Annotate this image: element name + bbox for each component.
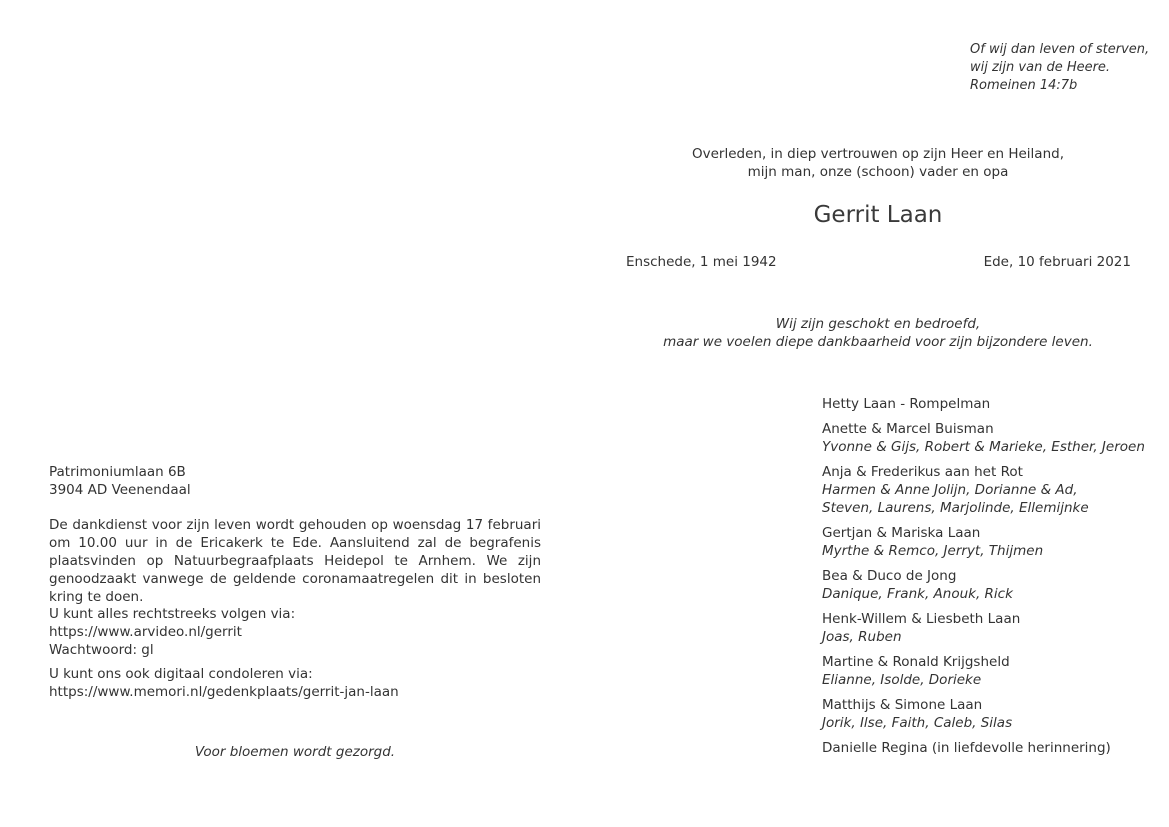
couple-name: Bea & Duco de Jong [822, 568, 957, 584]
remembrance-name: Danielle Regina (in liefdevolle herinnering) [822, 740, 1111, 756]
bible-verse [970, 41, 1149, 95]
death-place-date: Ede, 10 februari 2021 [983, 254, 1131, 270]
stream-password: Wachtwoord: gl [49, 642, 154, 658]
grandchildren: Jorik, Ilse, Faith, Caleb, Silas [822, 715, 1013, 731]
family-group [822, 463, 1145, 517]
stream-link[interactable]: https://www.arvideo.nl/gerrit [49, 624, 242, 640]
family-group [822, 696, 1145, 732]
stream-intro: U kunt alles rechtstreeks volgen via: [49, 606, 296, 622]
family-group [822, 653, 1145, 689]
grandchildren: Steven, Laurens, Marjolinde, Ellemijnke [822, 500, 1089, 516]
service-details: De dankdienst voor zijn leven wordt gehouden op woensdag 17 februari om 10.00 uur in de Ericakerk te Ede. Aansluitend zal de begrafenis plaatsvinden op Natuurbegraafplaats Heidepol te Arnhem. We zijn genoodzaakt vanwege de geldende coronamaatregelen dit in besloten kring te doen. [49, 517, 541, 605]
couple-name: Henk-Willem & Liesbeth Laan [822, 611, 1021, 627]
address-city: 3904 AD Veenendaal [49, 482, 191, 498]
message-line: Wij zijn geschokt en bedroefd, [775, 316, 981, 332]
condolence-link[interactable]: https://www.memori.nl/gedenkplaats/gerrit-jan-laan [49, 684, 399, 700]
deceased-name: Gerrit Laan [813, 202, 943, 228]
family-group [822, 610, 1145, 646]
message-line: maar we voelen diepe dankbaarheid voor zijn bijzondere leven. [663, 334, 1093, 350]
birth-place-date: Enschede, 1 mei 1942 [626, 254, 777, 270]
couple-name: Anette & Marcel Buisman [822, 421, 994, 437]
spouse-name: Hetty Laan - Rompelman [822, 396, 991, 412]
family-list [822, 395, 1145, 764]
intro-line: Overleden, in diep vertrouwen op zijn Heer en Heiland, [692, 146, 1064, 162]
intro-line: mijn man, onze (schoon) vader en opa [747, 164, 1009, 180]
grandchildren: Yvonne & Gijs, Robert & Marieke, Esther, Jeroen [822, 439, 1145, 455]
announcement-intro [618, 145, 1138, 181]
family-group [822, 420, 1145, 456]
grandchildren: Elianne, Isolde, Dorieke [822, 672, 982, 688]
family-group [822, 524, 1145, 560]
grandchildren: Joas, Ruben [822, 629, 902, 645]
couple-name: Matthijs & Simone Laan [822, 697, 983, 713]
grandchildren: Myrthe & Remco, Jerryt, Thijmen [822, 543, 1044, 559]
correspondence-address [49, 463, 191, 499]
verse-line: wij zijn van de Heere. [970, 60, 1111, 75]
condolence-intro: U kunt ons ook digitaal condoleren via: [49, 666, 313, 682]
grandchildren: Danique, Frank, Anouk, Rick [822, 586, 1013, 602]
spouse [822, 395, 1145, 413]
grandchildren: Harmen & Anne Jolijn, Dorianne & Ad, [822, 482, 1078, 498]
couple-name: Gertjan & Mariska Laan [822, 525, 981, 541]
remembrance [822, 739, 1145, 757]
family-message [618, 315, 1138, 351]
address-street: Patrimoniumlaan 6B [49, 464, 186, 480]
flowers-note: Voor bloemen wordt gezorgd. [194, 744, 396, 760]
couple-name: Anja & Frederikus aan het Rot [822, 464, 1023, 480]
verse-reference: Romeinen 14:7b [970, 78, 1078, 93]
couple-name: Martine & Ronald Krijgsheld [822, 654, 1010, 670]
online-links [49, 605, 399, 701]
verse-line: Of wij dan leven of sterven, [970, 42, 1150, 57]
family-group [822, 567, 1145, 603]
